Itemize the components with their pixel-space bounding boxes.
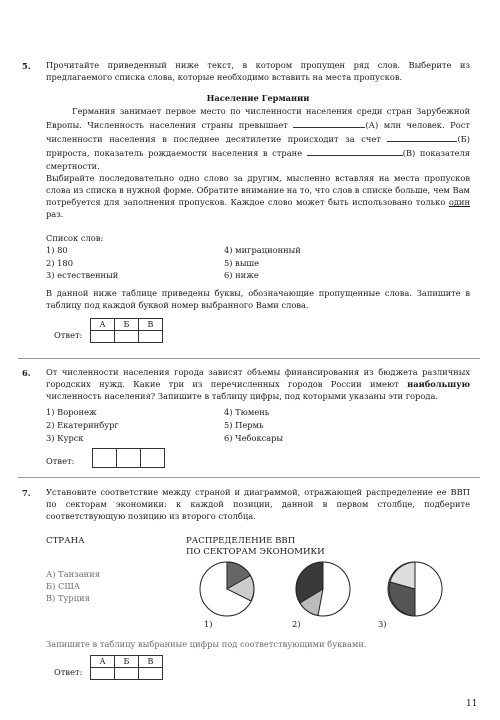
word-option-6: 6) ниже [224,270,259,280]
question-5-instruction [46,172,470,220]
answer-cell-b[interactable] [115,331,139,343]
table-header-a: А [91,319,115,331]
country-v: В) Турция [46,593,90,603]
gdp-column-title-2: ПО СЕКТОРАМ ЭКОНОМИКИ [186,547,325,557]
question-7-intro: Установите соответствие между страной и диаграммой, отражающей распределение ее ВВП по секторам экономики: к каждой позиции, данной в первом столбце, подберите соответствующую позицию из второго столбца. [46,487,470,521]
answer-cell-b[interactable] [115,668,139,680]
answer-cell-v[interactable] [139,331,163,343]
question-5-table-instruction: В данной ниже таблице приведены буквы, обозначающие пропущенные слова. Запишите в таблицу под каждой буквой номер выбранного Вами слова. [46,288,470,310]
blank-v-line [307,146,403,156]
pie-2-label: 2) [292,619,301,629]
passage-text-2: млн человек. Рост численности населения в последнее десятилетие происходит за счет [46,120,470,144]
passage-text-1: Германия занимает первое место по численности населения среди стран Зарубежной Европы. Численность населения страны превышает [46,106,470,130]
answer-cell-6-2[interactable] [117,449,141,468]
passage-text [46,105,470,173]
answer-cell-a[interactable] [91,331,115,343]
instruction-once-word: один [448,197,470,207]
blank-b-label: (Б) прироста, показатель рождаемости населения в стране [46,134,471,158]
answer-cell-6-3[interactable] [141,449,165,468]
gdp-pie-chart-3 [386,560,444,618]
word-option-3: 3) естественный [46,270,119,280]
word-option-2: 2) 180 [46,258,73,268]
table-header-b: Б [115,319,139,331]
instruction-end: раз. [46,209,64,219]
instruction-text: Выбирайте последовательно одно слово за другим, мысленно вставляя на места пропусков слова из списка в нужной форме. Обратите внимание на то, что слов в списке больше, чем Вам потребуется для заполнения пропусков. Каждое слово может быть использовано только [46,173,470,207]
country-a: А) Танзания [46,569,100,579]
city-option-6: 6) Чебоксары [224,433,284,443]
question-5-number: 5. [22,61,31,71]
question-5-intro: Прочитайте приведенный ниже текст, в котором пропущен ряд слов. Выберите из предлагаемого списка слова, которые необходимо вставить на места пропусков. [46,60,470,82]
pie-3-label: 3) [378,619,387,629]
city-option-5: 5) Пермь [224,420,264,430]
word-list-title: Список слов: [46,233,104,243]
table-header-b: Б [115,656,139,668]
question-7-instruction: Запишите в таблицу выбранные цифры под соответствующими буквами. [46,639,367,649]
question-6-text [46,366,470,402]
question-7-number: 7. [22,488,31,498]
question-6-bold-word: наибольшую [407,379,471,389]
answer-cell-6-1[interactable] [93,449,117,468]
word-option-1: 1) 80 [46,245,68,255]
question-6-number: 6. [22,368,31,378]
blank-b-line [387,132,457,142]
country-column-title: СТРАНА [46,536,85,546]
answer-table-7 [90,655,163,680]
country-b: Б) США [46,581,81,591]
gdp-pie-chart-2 [294,560,352,618]
blank-v-label: (В) показателя смертности. [46,148,470,171]
city-option-4: 4) Тюмень [224,407,270,417]
table-header-v: В [139,319,163,331]
answer-table-5 [90,318,163,343]
separator [18,358,480,359]
word-option-4: 4) миграционный [224,245,301,255]
answer-label-7: Ответ: [54,667,83,677]
word-option-5: 5) выше [224,258,260,268]
table-header-a: А [91,656,115,668]
blank-a-label: (А) [365,120,379,130]
answer-label-5: Ответ: [54,330,83,340]
separator [18,477,480,478]
city-option-2: 2) Екатеринбург [46,420,119,430]
answer-cell-v[interactable] [139,668,163,680]
passage-title: Население Германии [206,93,310,103]
city-option-3: 3) Курск [46,433,84,443]
answer-cell-a[interactable] [91,668,115,680]
question-6-text-1: От численности населения города зависят объемы финансирования из бюджета различных городских нужд. Какие три из перечисленных городов России имеют [46,367,470,389]
question-6-text-2: численность населения? Запишите в таблицу цифры, под которыми указаны эти города. [46,391,439,401]
gdp-column-title-1: РАСПРЕДЕЛЕНИЕ ВВП [186,536,296,546]
answer-table-6 [92,448,165,468]
pie-1-label: 1) [204,619,213,629]
answer-label-6: Ответ: [46,456,75,466]
gdp-pie-chart-1 [198,560,256,618]
city-option-1: 1) Воронеж [46,407,97,417]
blank-a-line [293,118,365,128]
table-header-v: В [139,656,163,668]
page-number: 11 [466,699,478,709]
